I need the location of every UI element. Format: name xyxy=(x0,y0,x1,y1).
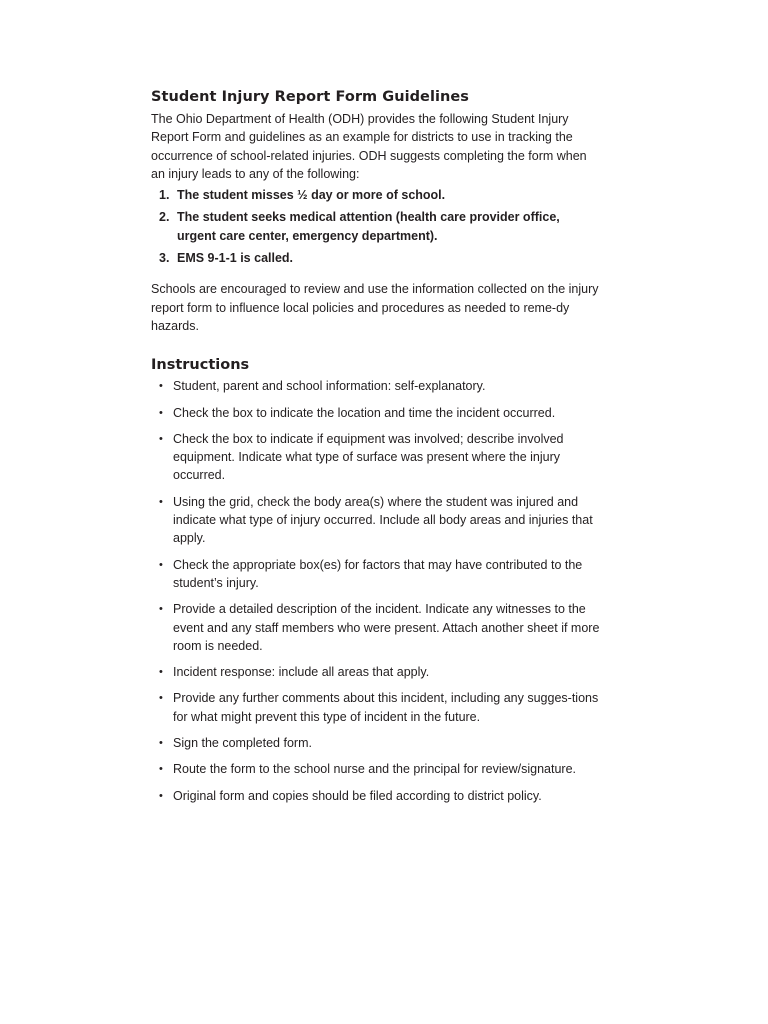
instruction-item xyxy=(159,493,601,548)
instruction-item xyxy=(159,689,601,726)
instruction-item xyxy=(159,556,601,593)
bullet-icon: • xyxy=(159,789,163,802)
bullet-icon: • xyxy=(159,692,163,705)
bullet-icon: • xyxy=(159,432,163,445)
condition-text: The student misses ½ day or more of school. xyxy=(177,188,446,203)
instruction-item xyxy=(159,377,601,395)
instruction-item xyxy=(159,430,601,485)
instruction-text: Check the appropriate box(es) for factors that may have contributed to the student’s injury. xyxy=(173,557,583,590)
condition-number: 2. xyxy=(159,210,170,225)
bullet-icon: • xyxy=(159,666,163,679)
instruction-text: Using the grid, check the body area(s) where the student was injured and indicate what type of injury occurred. Include all body areas and injuries that apply. xyxy=(173,494,593,546)
condition-number: 3. xyxy=(159,251,170,266)
instruction-text: Provide a detailed description of the incident. Indicate any witnesses to the event and any staff members who were present. Attach another sheet if more room is needed. xyxy=(173,602,600,653)
bullet-icon: • xyxy=(159,737,163,750)
bullet-icon: • xyxy=(159,406,163,419)
instructions-heading: Instructions xyxy=(151,357,250,374)
instructions-list xyxy=(151,377,601,805)
instruction-text: Incident response: include all areas that apply. xyxy=(173,665,430,680)
document-title: Student Injury Report Form Guidelines xyxy=(151,89,469,105)
instruction-text: Check the box to indicate if equipment was involved; describe involved equipment. Indicate what type of surface was present where the injury occurred. xyxy=(173,431,564,483)
instruction-item xyxy=(159,600,601,655)
bullet-icon: • xyxy=(159,603,163,616)
condition-number: 1. xyxy=(159,188,170,203)
condition-item xyxy=(159,249,601,267)
instruction-text: Route the form to the school nurse and the principal for review/signature. xyxy=(173,762,576,777)
bullet-icon: • xyxy=(159,558,163,571)
bullet-icon: • xyxy=(159,495,163,508)
bullet-icon: • xyxy=(159,380,163,393)
instruction-text: Sign the completed form. xyxy=(173,736,312,751)
policy-paragraph: Schools are encouraged to review and use the information collected on the injury report form to influence local policies and procedures as needed to reme-dy hazards. xyxy=(151,282,599,333)
instruction-text: Original form and copies should be filed according to district policy. xyxy=(173,788,542,803)
instruction-item xyxy=(159,760,601,778)
intro-paragraph: The Ohio Department of Health (ODH) provides the following Student Injury Report Form and guidelines as an example for districts to use in tracking the occurrence of school-related injuries. ODH suggests completing the form when an injury leads to any of the following: xyxy=(151,112,587,181)
bullet-icon: • xyxy=(159,763,163,776)
condition-text: EMS 9-1-1 is called. xyxy=(177,251,294,266)
condition-item xyxy=(159,208,601,245)
condition-text: The student seeks medical attention (health care provider office, urgent care center, emergency department). xyxy=(177,210,560,243)
instruction-item xyxy=(159,734,601,752)
instruction-item xyxy=(159,787,601,805)
instruction-item xyxy=(159,663,601,681)
instruction-text: Provide any further comments about this incident, including any sugges-tions for what might prevent this type of incident in the future. xyxy=(173,691,599,724)
condition-item xyxy=(159,186,601,204)
instruction-text: Student, parent and school information: self-explanatory. xyxy=(173,379,486,394)
instruction-item xyxy=(159,404,601,422)
instruction-text: Check the box to indicate the location and time the incident occurred. xyxy=(173,405,556,420)
conditions-list xyxy=(151,186,601,267)
document-page xyxy=(151,89,601,813)
